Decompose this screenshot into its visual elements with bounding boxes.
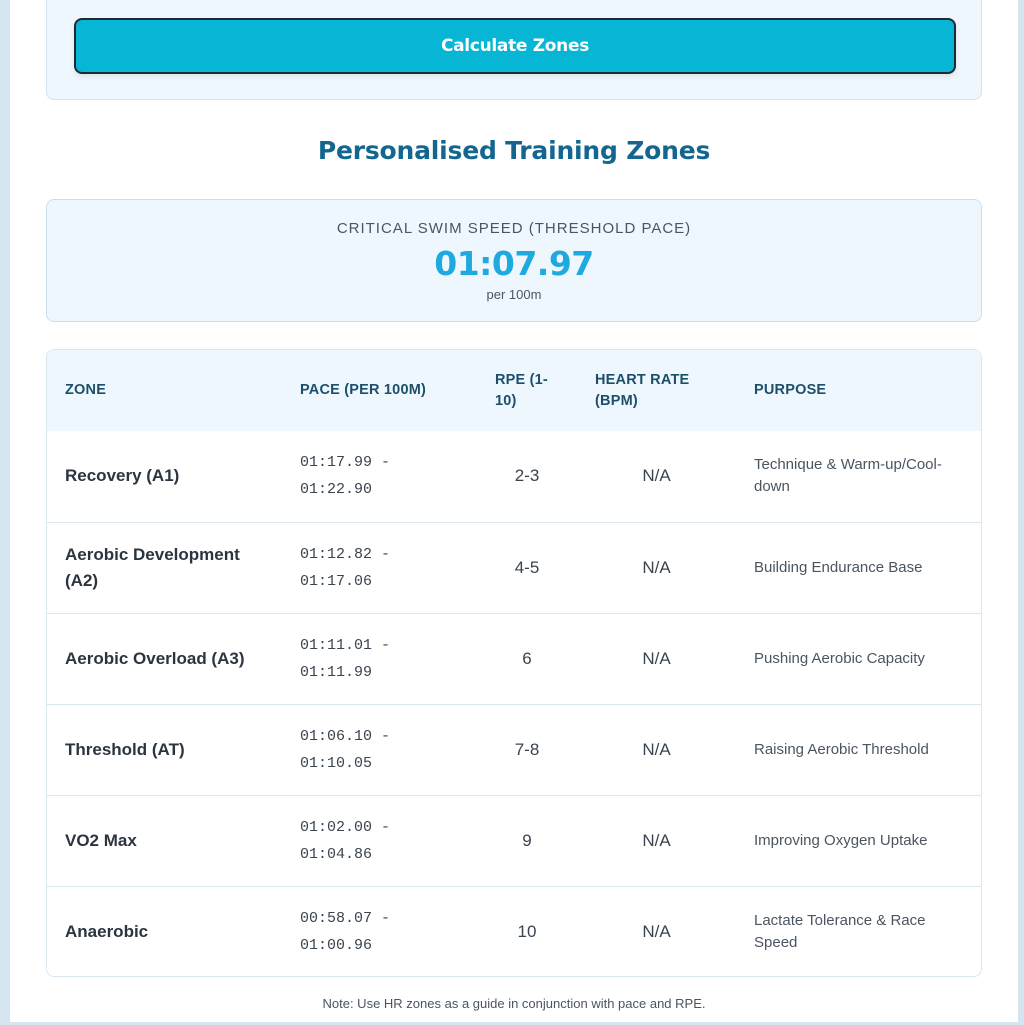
zone-purpose: Improving Oxygen Uptake xyxy=(754,831,928,849)
zone-heart-rate: N/A xyxy=(642,921,671,941)
zone-purpose: Lactate Tolerance & Race Speed xyxy=(754,911,926,951)
table-row xyxy=(47,431,982,522)
zone-pace xyxy=(282,613,477,704)
zone-pace xyxy=(282,886,477,977)
zone-purpose: Technique & Warm-up/Cool-down xyxy=(754,456,942,496)
header-heart-rate: HEART RATE (BPM) xyxy=(595,371,690,409)
table-row xyxy=(47,613,982,704)
zone-pace xyxy=(282,795,477,886)
zone-purpose: Raising Aerobic Threshold xyxy=(754,740,929,758)
table-row xyxy=(47,704,982,795)
calculator-form-card xyxy=(46,0,982,100)
css-value: 01:07.97 xyxy=(434,244,594,283)
css-unit: per 100m xyxy=(486,287,542,302)
table-row xyxy=(47,522,982,613)
header-rpe: RPE (1-10) xyxy=(495,371,548,409)
pace-to: 01:10.05 xyxy=(300,754,373,772)
table-row xyxy=(47,886,982,977)
css-label: CRITICAL SWIM SPEED (THRESHOLD PACE) xyxy=(336,220,692,237)
zone-name: Threshold (AT) xyxy=(65,739,185,759)
zone-rpe: 4-5 xyxy=(514,557,540,577)
zones-table xyxy=(47,350,982,977)
table-header-row xyxy=(47,350,982,431)
zone-name: VO2 Max xyxy=(65,830,137,850)
zone-purpose: Building Endurance Base xyxy=(754,558,923,576)
footnote: Note: Use HR zones as a guide in conjunction with pace and RPE. xyxy=(322,996,706,1011)
zone-rpe: 10 xyxy=(517,921,537,941)
zone-name: Recovery (A1) xyxy=(65,466,180,486)
zone-name: Anaerobic xyxy=(65,921,149,941)
zone-rpe: 6 xyxy=(522,648,532,668)
zone-heart-rate: N/A xyxy=(642,648,671,668)
results-title: Personalised Training Zones xyxy=(317,136,711,165)
zone-pace xyxy=(282,522,477,613)
table-row xyxy=(47,795,982,886)
pace-from: 01:06.10 - xyxy=(300,727,391,745)
zone-rpe: 7-8 xyxy=(514,739,540,759)
zones-table-card xyxy=(46,349,982,977)
zone-pace xyxy=(282,704,477,795)
calculate-zones-button[interactable]: Calculate Zones xyxy=(74,18,956,74)
zone-pace xyxy=(282,431,477,522)
zone-rpe: 9 xyxy=(522,830,532,850)
zone-heart-rate: N/A xyxy=(642,830,671,850)
critical-swim-speed-card xyxy=(46,199,982,322)
pace-to: 01:04.86 xyxy=(300,845,373,863)
zone-heart-rate: N/A xyxy=(642,466,671,486)
zone-name: Aerobic Overload (A3) xyxy=(65,648,245,668)
header-pace: PACE (PER 100M) xyxy=(300,382,427,398)
zone-name: Aerobic Development (A2) xyxy=(65,544,240,590)
page xyxy=(10,0,1018,1022)
pace-to: 01:17.06 xyxy=(300,572,373,590)
pace-from: 01:11.01 - xyxy=(300,636,391,654)
zone-heart-rate: N/A xyxy=(642,739,671,759)
zone-purpose: Pushing Aerobic Capacity xyxy=(754,649,925,667)
pace-to: 01:22.90 xyxy=(300,481,373,499)
pace-to: 01:11.99 xyxy=(300,663,373,681)
pace-from: 00:58.07 - xyxy=(300,909,391,927)
header-purpose: PURPOSE xyxy=(754,382,827,398)
zone-heart-rate: N/A xyxy=(642,557,671,577)
pace-from: 01:12.82 - xyxy=(300,545,391,563)
pace-from: 01:17.99 - xyxy=(300,454,391,472)
header-zone: ZONE xyxy=(65,382,107,398)
pace-from: 01:02.00 - xyxy=(300,818,391,836)
pace-to: 01:00.96 xyxy=(300,936,373,954)
zone-rpe: 2-3 xyxy=(514,466,540,486)
